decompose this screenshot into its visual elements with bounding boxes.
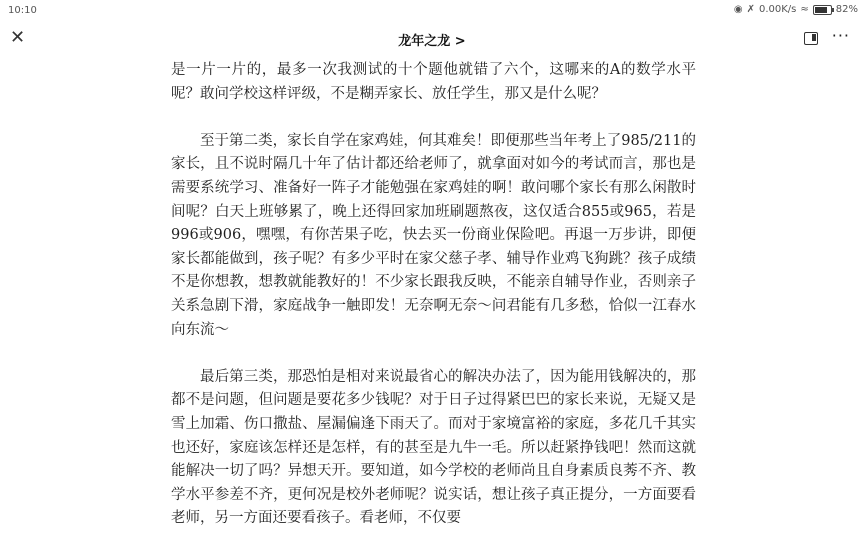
wifi-icon: ≈ [800,4,809,15]
battery-text: 82% [835,4,858,15]
article-paragraph: 最后第三类，那恐怕是相对来说最省心的解决办法了，因为能用钱解决的，那都不是问题，但问题是要花多少钱呢？对于日子过得紧巴巴的家长来说，无疑又是雪上加霜、伤口撒盐、屋漏偏逢下雨天了。而对于家境富裕的家庭，多花几千其实也还好，家庭该怎样还是怎样，有的甚至是九牛一毛。所以赶紧挣钱吧！然而这就能解决一切了吗？异想天开。要知道，如今学校的老师尚且自身素质良莠不齐、教学水平参差不齐，更何况是校外老师呢？说实话，想让孩子真正提分，一方面要看老师，另一方面还要看孩子。看老师，不仅要 [171,368,696,527]
battery-icon [813,5,832,15]
reader-mode-icon[interactable] [804,32,818,45]
mute-icon: ✗ [746,4,755,15]
title-bar [0,24,864,56]
more-options-icon[interactable]: ··· [831,26,850,45]
page-title[interactable]: 龙年之龙 > [398,34,466,49]
eye-icon: ◉ [733,4,743,15]
status-indicators [734,4,858,15]
network-speed: 0.00K/s [758,4,797,15]
article-paragraph: 是一片一片的，最多一次我测试的十个题他就错了六个，这哪来的A的数学水平呢？敢问学校这样评级，不是糊弄家长、放任学生，那又是什么呢？ [171,62,696,102]
article-paragraph: 至于第二类，家长自学在家鸡娃，何其难矣！即便那些当年考上了985/211的家长，且不说时隔几十年了估计都还给老师了，就拿面对如今的考试而言，那也是需要系统学习、准备好一阵子才能勉强在家鸡娃的啊！敢问哪个家长有那么闲散时间呢？白天上班够累了，晚上还得回家加班刷题熬夜，这仅适合855或965，若是996或906，嘿嘿，有你苦果子吃，快去买一份商业保险吧。再退一万步讲，即便家长都能做到，孩子呢？有多少平时在家父慈子孝、辅导作业鸡飞狗跳？孩子成绩不是你想教，想教就能教好的！不少家长跟我反映，不能亲自辅导作业，否则亲子关系急剧下滑，家庭战争一触即发！无奈啊无奈～问君能有几多愁，恰似一江春水向东流～ [171,132,696,338]
status-bar [0,0,864,22]
close-icon[interactable]: ✕ [10,27,26,48]
battery-fill [815,7,827,13]
article-content [171,59,696,554]
status-time: 10:10 [8,5,37,16]
